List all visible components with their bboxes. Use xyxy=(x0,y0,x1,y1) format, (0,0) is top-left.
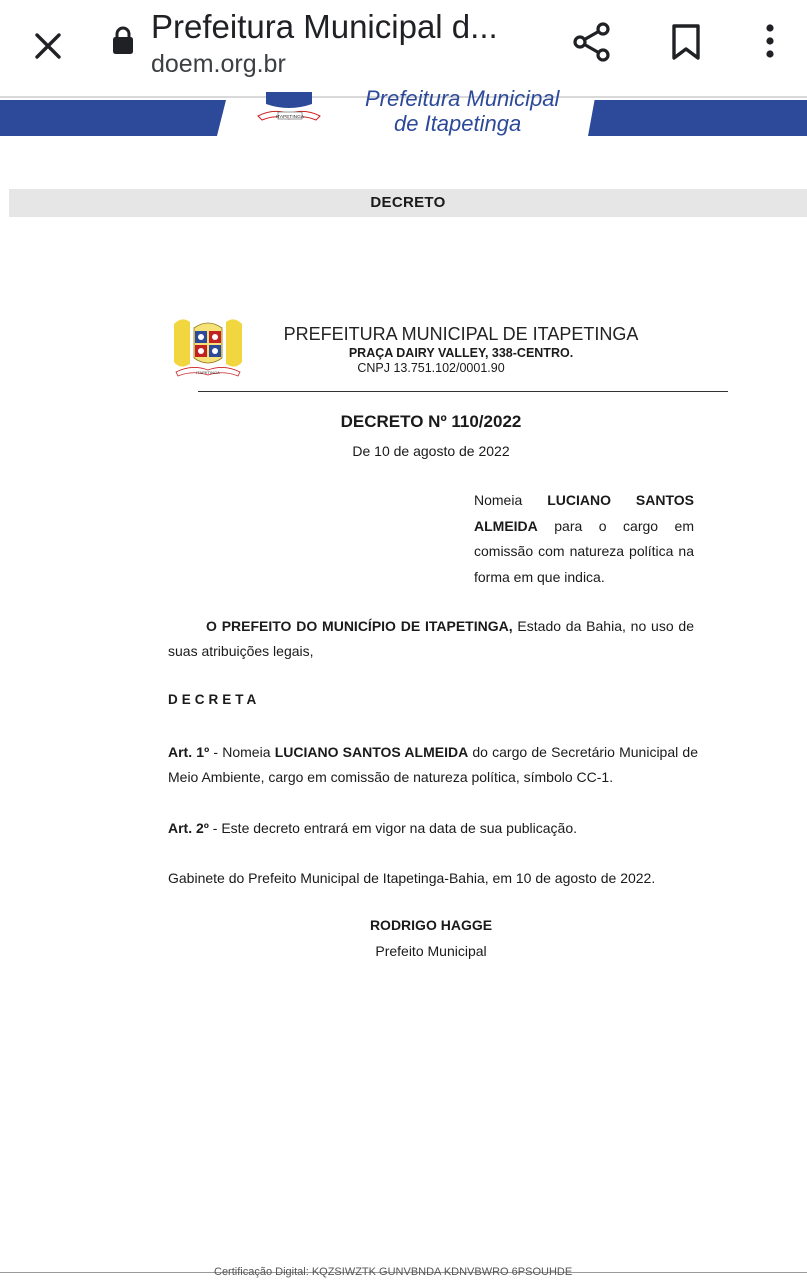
article-1 xyxy=(168,740,698,790)
institution-address: PRAÇA DAIRY VALLEY, 338-CENTRO. xyxy=(348,346,574,360)
site-name-line1[interactable]: Prefeitura Municipal xyxy=(365,86,560,111)
decree-date: De 10 de agosto de 2022 xyxy=(352,443,510,459)
header-rule xyxy=(198,391,728,392)
header-crest-label: ITAPETINGA xyxy=(275,115,305,120)
closing-line: Gabinete do Prefeito Municipal de Itapetinga-Bahia, em 10 de agosto de 2022. xyxy=(168,870,656,886)
municipal-crest-icon xyxy=(168,314,248,380)
summary-text-2: para o cargo em comissão com natureza política na forma em que indica. xyxy=(474,517,694,585)
preamble xyxy=(168,614,694,664)
institution-name: PREFEITURA MUNICIPAL DE ITAPETINGA xyxy=(283,324,639,344)
decree-number: DECRETO Nº 110/2022 xyxy=(340,412,522,431)
header-band-left xyxy=(0,100,226,136)
section-heading: DECRETO xyxy=(9,189,807,217)
crest-label: ITAPETINGA xyxy=(196,370,220,375)
article-1-text-1: - Nomeia xyxy=(209,744,275,760)
url-host[interactable]: doem.org.br xyxy=(151,50,286,78)
decree-summary xyxy=(474,488,694,590)
header-band-right xyxy=(588,100,807,136)
page-title[interactable]: Prefeitura Municipal d... xyxy=(151,8,498,45)
summary-text-1: Nomeia xyxy=(474,492,548,508)
preamble-authority: O PREFEITO DO MUNICÍPIO DE ITAPETINGA, xyxy=(206,618,513,634)
share-icon[interactable] xyxy=(570,20,614,64)
footer-certification-text: Certificação Digital: KQZSIWZTK GUNVBNDA KDNVBWRO 6PSOUHDE xyxy=(214,1266,573,1278)
article-2 xyxy=(168,816,698,841)
decreta-heading: DECRETA xyxy=(168,692,261,707)
more-vert-icon[interactable] xyxy=(752,20,788,64)
article-2-text: - Este decreto entrará em vigor na data de sua publicação. xyxy=(208,820,578,836)
article-1-appointee-name: LUCIANO SANTOS ALMEIDA xyxy=(274,744,469,760)
article-1-text-2: do cargo de Secretário Municipal de Meio Ambiente, cargo em comissão de natureza política, símbolo CC-1. xyxy=(168,744,699,785)
header-crest-icon xyxy=(254,98,344,128)
close-icon[interactable] xyxy=(28,26,68,66)
lock-icon[interactable] xyxy=(110,24,136,56)
institution-cnpj: CNPJ 13.751.102/0001.90 xyxy=(357,361,505,375)
signer-title: Prefeito Municipal xyxy=(375,943,487,959)
summary-appointee-name: LUCIANO SANTOS ALMEIDA xyxy=(474,492,694,534)
site-name-line2[interactable]: de Itapetinga xyxy=(394,111,522,136)
signer-name: RODRIGO HAGGE xyxy=(369,917,493,933)
site-header xyxy=(0,86,807,142)
footer-certification xyxy=(214,1266,634,1280)
article-2-label: Art. 2º xyxy=(168,820,209,836)
article-1-label: Art. 1º xyxy=(168,744,210,760)
bookmark-icon[interactable] xyxy=(666,22,706,62)
browser-toolbar xyxy=(0,0,807,96)
preamble-text: Estado da Bahia, no uso de suas atribuições legais, xyxy=(168,618,694,659)
